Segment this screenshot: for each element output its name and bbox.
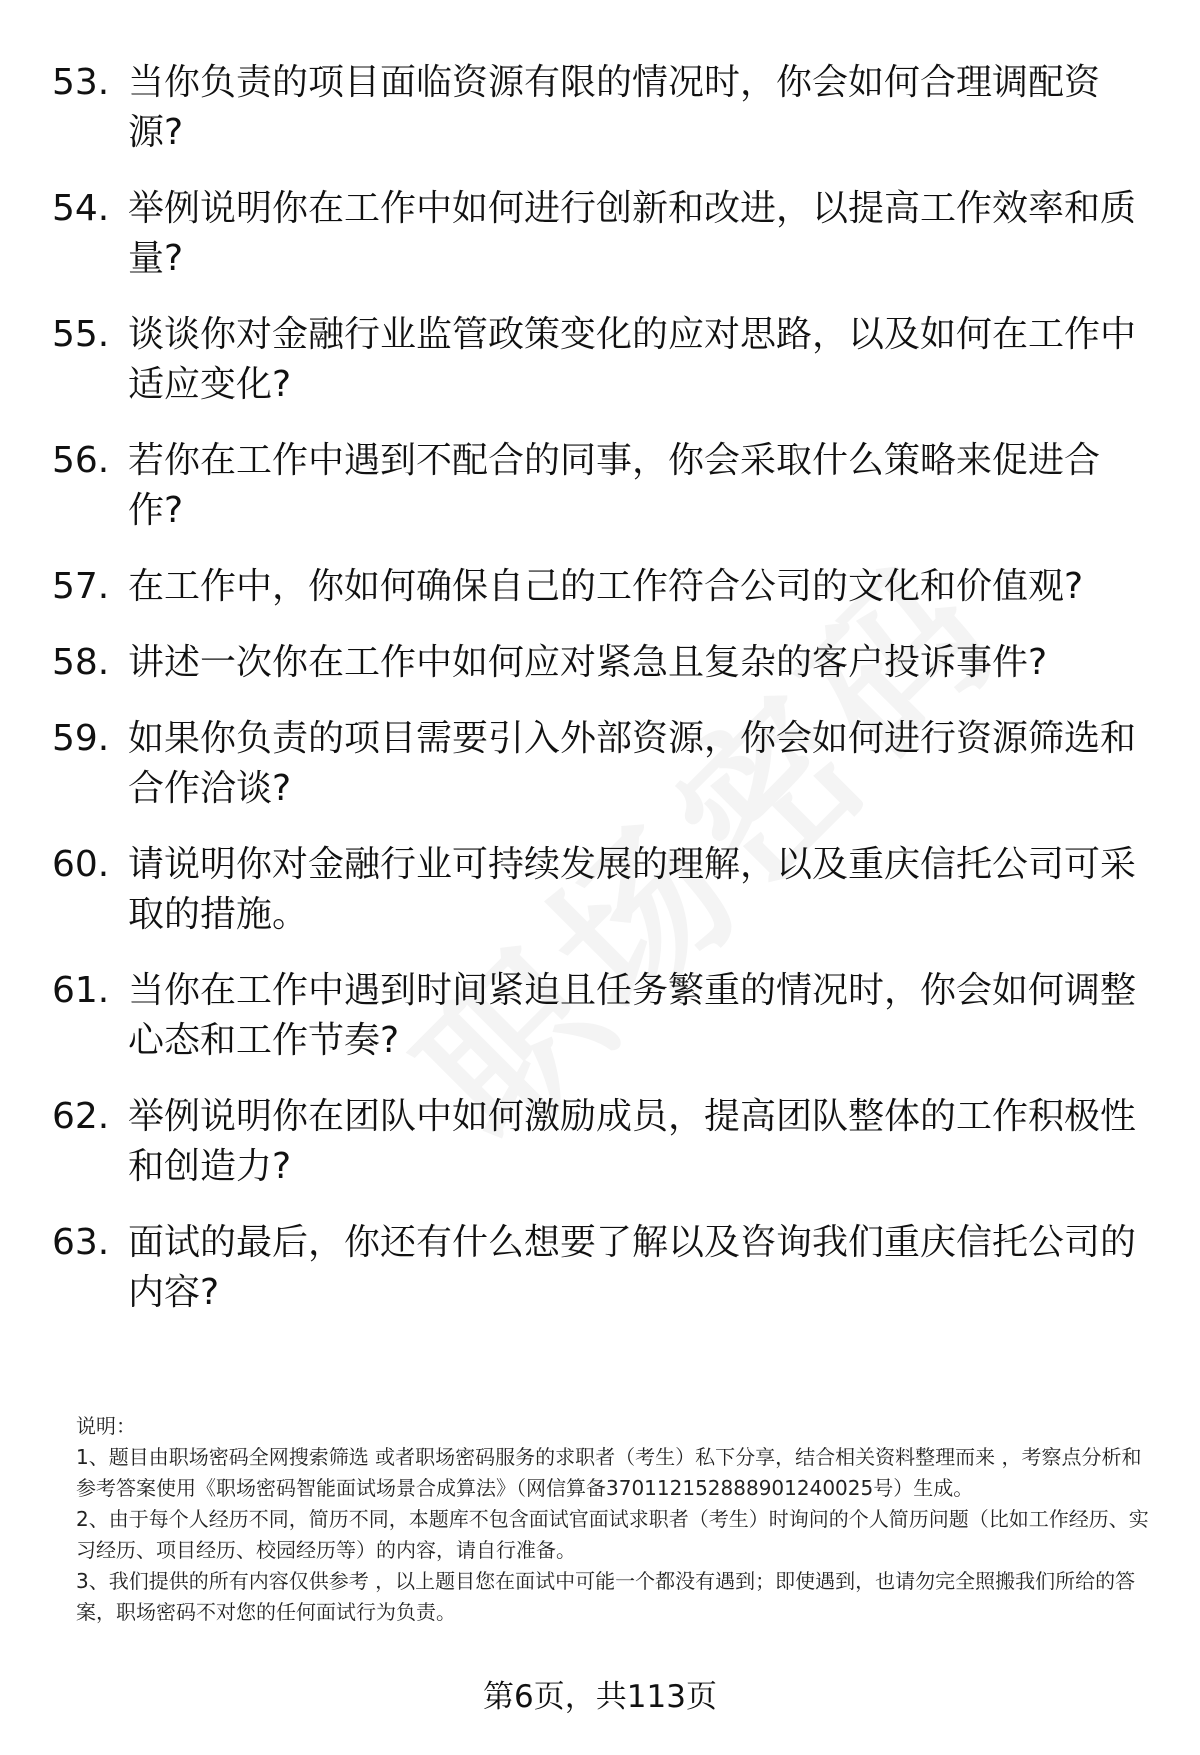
question-text: 当你负责的项目面临资源有限的情况时，你会如何合理调配资源? bbox=[128, 62, 1101, 153]
question-item bbox=[52, 58, 1147, 158]
question-number: 60. bbox=[52, 844, 110, 885]
question-text: 如果你负责的项目需要引入外部资源，你会如何进行资源筛选和合作洽谈? bbox=[128, 718, 1137, 809]
question-item bbox=[52, 184, 1147, 284]
question-text: 若你在工作中遇到不配合的同事，你会采取什么策略来促进合作? bbox=[128, 440, 1101, 531]
question-number: 57. bbox=[52, 566, 110, 607]
question-item bbox=[52, 840, 1147, 940]
notes-section bbox=[76, 1411, 1154, 1628]
question-number: 53. bbox=[52, 62, 110, 103]
question-item bbox=[52, 1092, 1147, 1192]
note-item: 2、由于每个人经历不同，简历不同，本题库不包含面试官面试求职者（考生）时询问的个人简历问题（比如工作经历、实习经历、项目经历、校园经历等）的内容，请自行准备。 bbox=[76, 1507, 1149, 1562]
page-number: 第6页，共113页 bbox=[483, 1679, 717, 1715]
question-text: 举例说明你在工作中如何进行创新和改进，以提高工作效率和质量? bbox=[128, 188, 1137, 279]
question-number: 61. bbox=[52, 970, 110, 1011]
note-item: 3、我们提供的所有内容仅供参考 ，以上题目您在面试中可能一个都没有遇到；即使遇到，也请勿完全照搬我们所给的答案，职场密码不对您的任何面试行为负责。 bbox=[76, 1569, 1136, 1624]
question-text: 请说明你对金融行业可持续发展的理解，以及重庆信托公司可采取的措施。 bbox=[128, 844, 1137, 935]
question-item bbox=[52, 714, 1147, 814]
question-number: 56. bbox=[52, 440, 110, 481]
question-item bbox=[52, 310, 1147, 410]
question-list bbox=[52, 58, 1147, 1344]
notes-heading: 说明： bbox=[76, 1414, 136, 1438]
question-item bbox=[52, 562, 1147, 612]
question-item bbox=[52, 966, 1147, 1066]
question-text: 面试的最后，你还有什么想要了解以及咨询我们重庆信托公司的内容? bbox=[128, 1222, 1137, 1313]
question-item bbox=[52, 1218, 1147, 1318]
note-item: 1、题目由职场密码全网搜索筛选 或者职场密码服务的求职者（考生）私下分享，结合相关资料整理而来 ，考察点分析和参考答案使用《职场密码智能面试场景合成算法》（网信算备370112152888901240025号）生成。 bbox=[76, 1445, 1142, 1500]
question-number: 55. bbox=[52, 314, 110, 355]
question-text: 当你在工作中遇到时间紧迫且任务繁重的情况时，你会如何调整心态和工作节奏? bbox=[128, 970, 1137, 1061]
question-number: 59. bbox=[52, 718, 110, 759]
question-text: 举例说明你在团队中如何激励成员，提高团队整体的工作积极性和创造力? bbox=[128, 1096, 1137, 1187]
question-item bbox=[52, 638, 1147, 688]
question-number: 63. bbox=[52, 1222, 110, 1263]
question-number: 54. bbox=[52, 188, 110, 229]
question-number: 62. bbox=[52, 1096, 110, 1137]
question-item bbox=[52, 436, 1147, 536]
question-text: 讲述一次你在工作中如何应对紧急且复杂的客户投诉事件? bbox=[128, 642, 1048, 683]
question-number: 58. bbox=[52, 642, 110, 683]
question-text: 谈谈你对金融行业监管政策变化的应对思路，以及如何在工作中适应变化? bbox=[128, 314, 1137, 405]
question-text: 在工作中，你如何确保自己的工作符合公司的文化和价值观? bbox=[128, 566, 1084, 607]
